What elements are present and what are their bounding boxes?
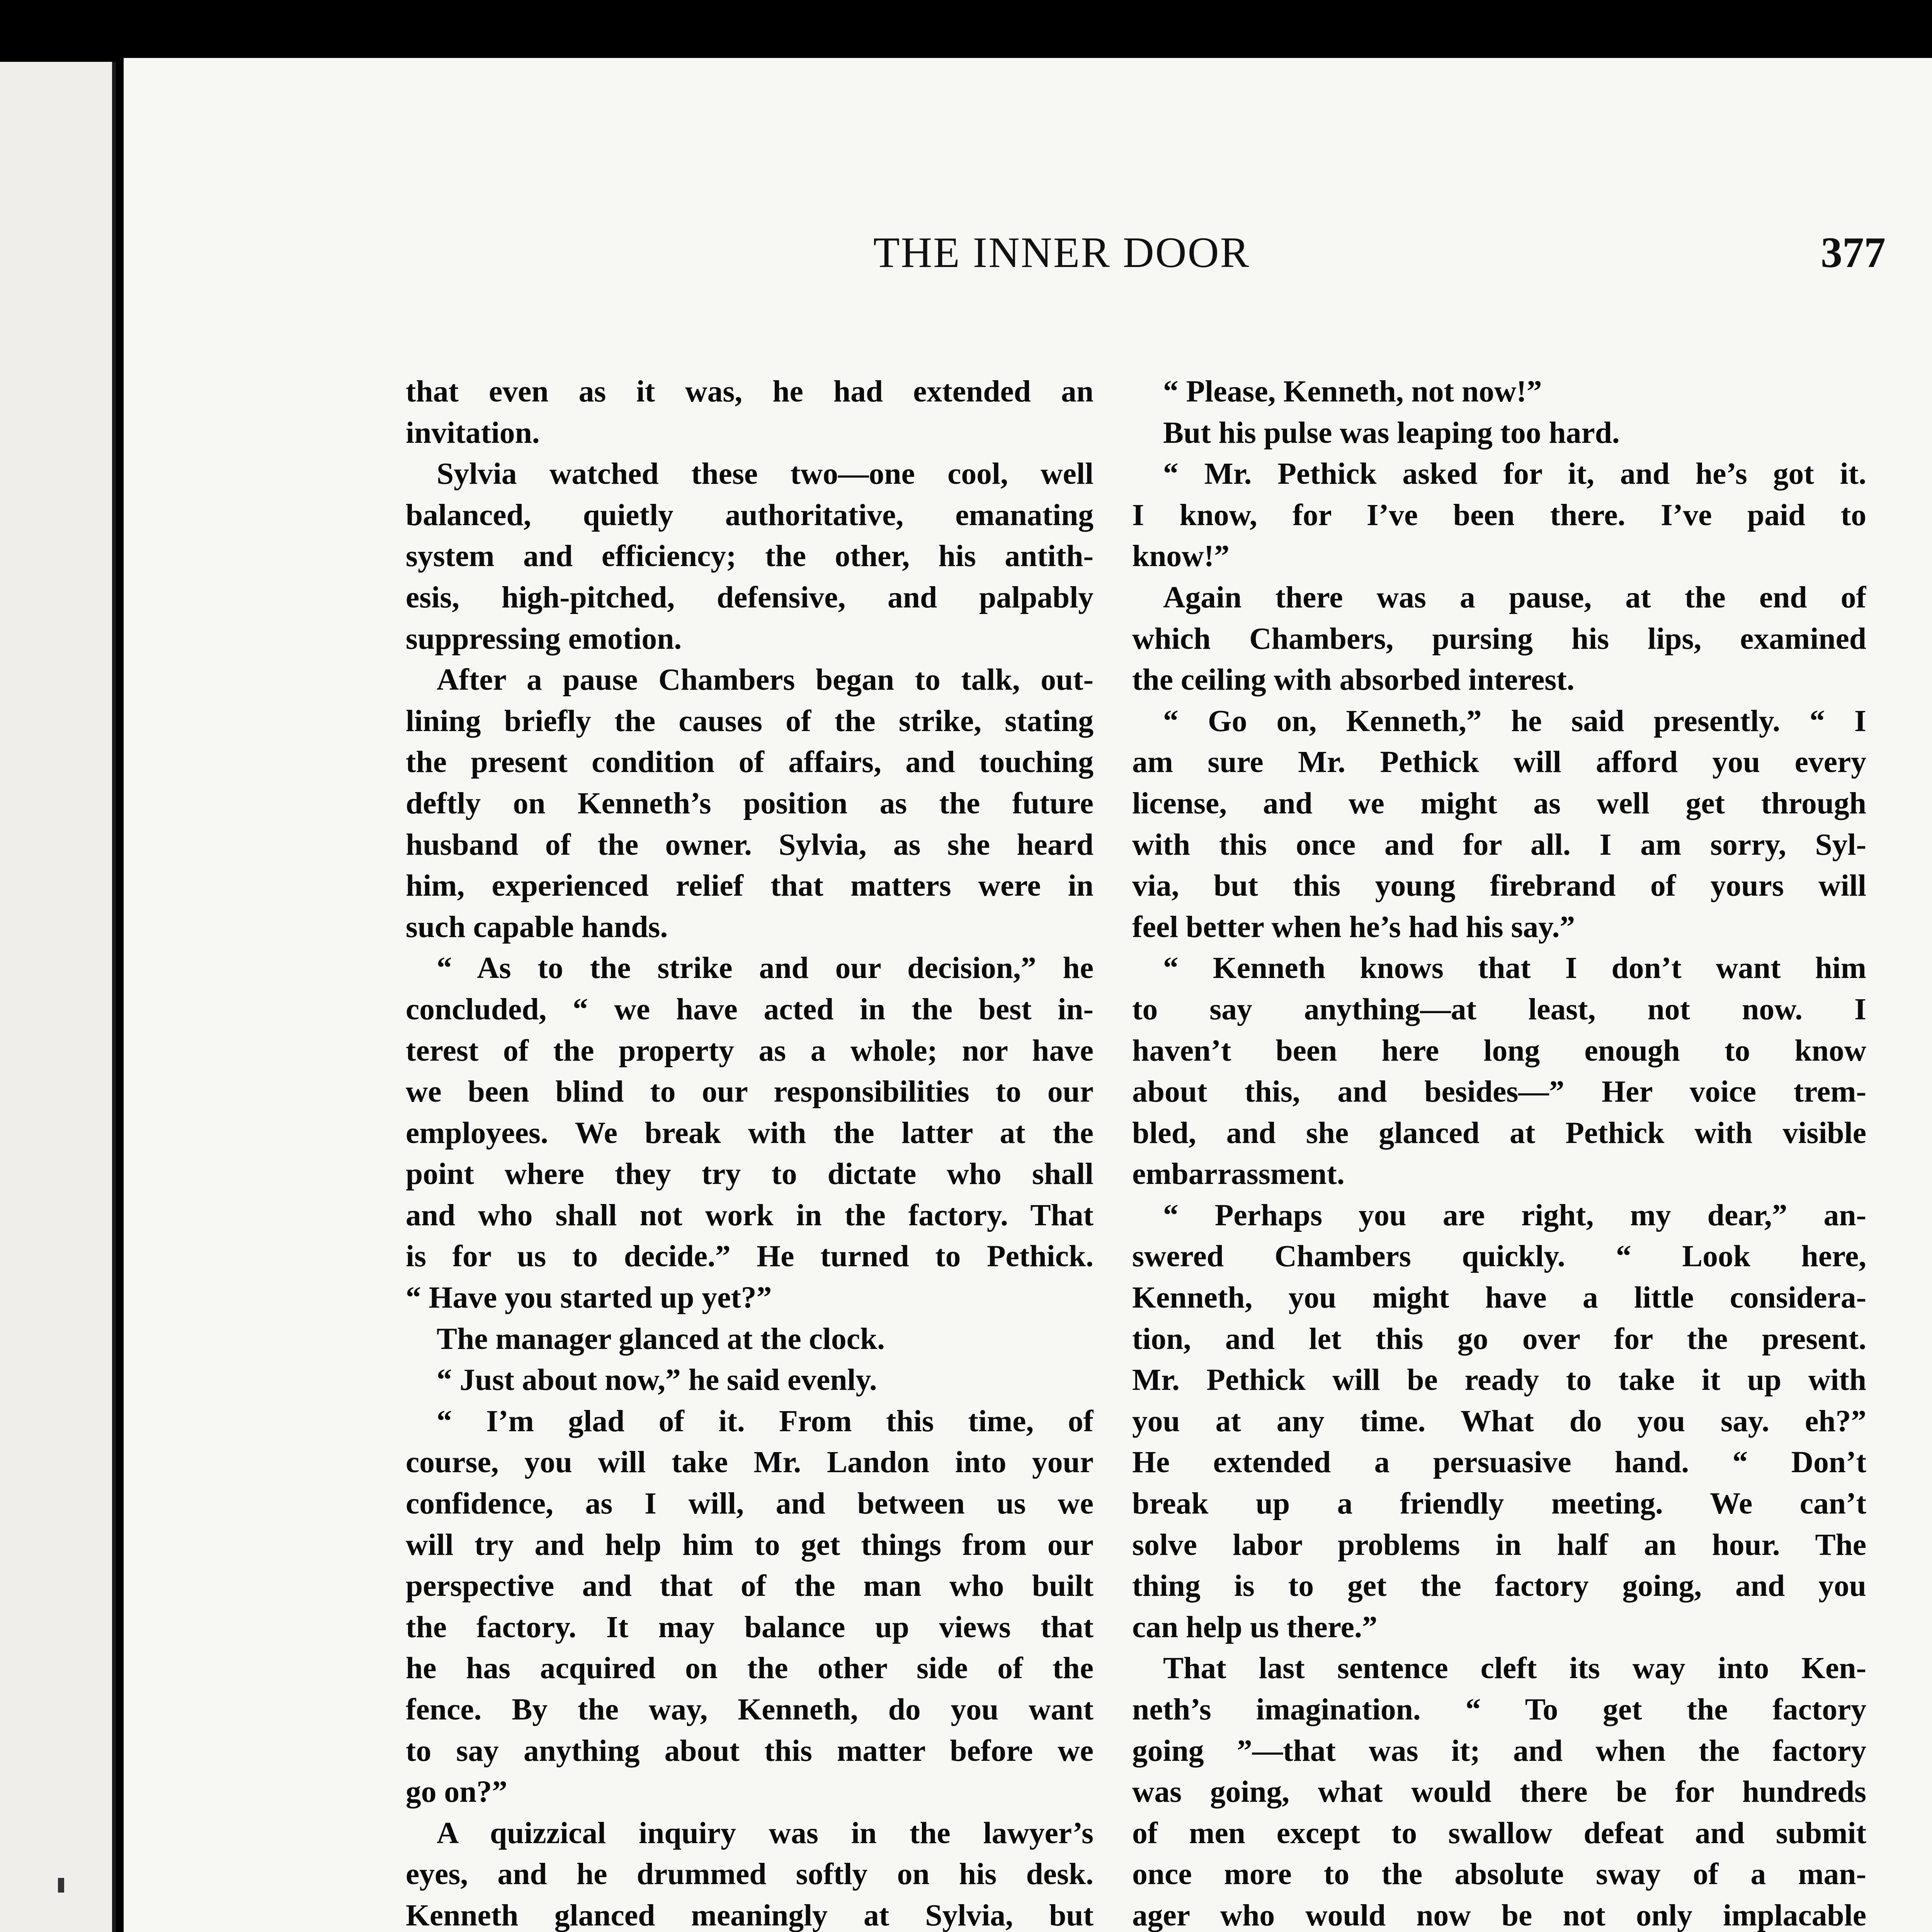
text-line: ager who would now be not only implacable bbox=[1132, 1898, 1866, 1932]
text-line: “ Please, Kenneth, not now!” bbox=[1163, 374, 1542, 408]
text-line: A quizzical inquiry was in the lawyer’s bbox=[437, 1816, 1094, 1850]
text-line: the factory. It may balance up views that bbox=[406, 1610, 1094, 1644]
text-line: embarrassment. bbox=[1132, 1157, 1345, 1191]
text-line: solve labor problems in half an hour. The bbox=[1132, 1527, 1866, 1562]
text-line: we been blind to our responsibilities to our bbox=[406, 1075, 1094, 1109]
text-line: The manager glanced at the clock. bbox=[437, 1321, 885, 1356]
text-line: “ Mr. Pethick asked for it, and he’s got it. bbox=[1163, 457, 1866, 491]
margin-mark bbox=[58, 1878, 64, 1893]
text-line: swered Chambers quickly. “ Look here, bbox=[1132, 1239, 1866, 1274]
text-line: bled, and she glanced at Pethick with visible bbox=[1132, 1116, 1866, 1150]
text-line: is for us to decide.” He turned to Pethick. bbox=[406, 1239, 1094, 1274]
text-line: of men except to swallow defeat and submit bbox=[1132, 1816, 1866, 1850]
text-line: system and efficiency; the other, his antith- bbox=[406, 539, 1094, 573]
text-line: “ Go on, Kenneth,” he said presently. “ I bbox=[1163, 704, 1866, 738]
text-line: am sure Mr. Pethick will afford you every bbox=[1132, 745, 1866, 779]
text-line: “ I’m glad of it. From this time, of bbox=[437, 1404, 1094, 1438]
text-line: Kenneth, you might have a little considera- bbox=[1132, 1281, 1866, 1315]
text-line: He extended a persuasive hand. “ Don’t bbox=[1132, 1445, 1866, 1480]
text-line: that even as it was, he had extended an bbox=[406, 374, 1094, 408]
text-line: lining briefly the causes of the strike, stating bbox=[406, 704, 1094, 738]
text-column-left bbox=[406, 371, 1094, 1932]
running-head-title: THE INNER DOOR bbox=[873, 229, 1250, 277]
text-line: I know, for I’ve been there. I’ve paid to bbox=[1132, 498, 1866, 532]
text-line: confidence, as I will, and between us we bbox=[406, 1486, 1094, 1521]
text-line: can help us there.” bbox=[1132, 1610, 1378, 1644]
text-line: break up a friendly meeting. We can’t bbox=[1132, 1486, 1866, 1521]
text-line: feel better when he’s had his say.” bbox=[1132, 910, 1575, 944]
text-line: will try and help him to get things from our bbox=[406, 1527, 1094, 1562]
text-line: going ”—that was it; and when the factory bbox=[1132, 1733, 1866, 1768]
text-line: you at any time. What do you say. eh?” bbox=[1132, 1404, 1866, 1438]
text-line: him, experienced relief that matters were in bbox=[406, 869, 1094, 903]
text-column-right bbox=[1132, 371, 1866, 1932]
text-line: know!” bbox=[1132, 539, 1230, 573]
text-line: about this, and besides—” Her voice trem- bbox=[1132, 1075, 1866, 1109]
text-line: concluded, “ we have acted in the best in- bbox=[406, 992, 1094, 1026]
text-line: esis, high-pitched, defensive, and palpably bbox=[406, 580, 1094, 614]
text-line: “ Kenneth knows that I don’t want him bbox=[1163, 951, 1866, 985]
text-line: “ Perhaps you are right, my dear,” an- bbox=[1163, 1198, 1866, 1232]
text-line: with this once and for all. I am sorry, Syl- bbox=[1132, 827, 1866, 862]
text-line: license, and we might as well get through bbox=[1132, 786, 1866, 820]
text-line: was going, what would there be for hundreds bbox=[1132, 1775, 1866, 1809]
text-line: But his pulse was leaping too hard. bbox=[1163, 415, 1620, 450]
left-page-edge bbox=[0, 62, 116, 1932]
text-line: employees. We break with the latter at the bbox=[406, 1116, 1094, 1150]
text-line: once more to the absolute sway of a man- bbox=[1132, 1857, 1866, 1891]
text-line: the ceiling with absorbed interest. bbox=[1132, 663, 1575, 697]
text-line: suppressing emotion. bbox=[406, 621, 682, 656]
text-line: balanced, quietly authoritative, emanating bbox=[406, 498, 1094, 532]
text-line: Kenneth glanced meaningly at Sylvia, but bbox=[406, 1898, 1094, 1932]
text-line: eyes, and he drummed softly on his desk. bbox=[406, 1857, 1094, 1891]
text-line: such capable hands. bbox=[406, 910, 668, 944]
text-line: “ As to the strike and our decision,” he bbox=[437, 951, 1094, 985]
text-line: “ Just about now,” he said evenly. bbox=[437, 1363, 877, 1397]
text-line: That last sentence cleft its way into Ken- bbox=[1163, 1651, 1866, 1685]
text-line: which Chambers, pursing his lips, examined bbox=[1132, 621, 1866, 656]
text-line: “ Have you started up yet?” bbox=[406, 1281, 772, 1315]
text-line: via, but this young firebrand of yours will bbox=[1132, 869, 1866, 903]
text-line: to say anything about this matter before we bbox=[406, 1733, 1094, 1768]
text-line: thing is to get the factory going, and you bbox=[1132, 1569, 1866, 1603]
running-head bbox=[873, 228, 1886, 290]
text-line: Mr. Pethick will be ready to take it up with bbox=[1132, 1363, 1866, 1397]
page-number: 377 bbox=[1821, 229, 1886, 277]
text-line: tion, and let this go over for the present. bbox=[1132, 1321, 1866, 1356]
text-line: point where they try to dictate who shall bbox=[406, 1157, 1094, 1191]
text-line: and who shall not work in the factory. That bbox=[406, 1198, 1094, 1232]
text-line: After a pause Chambers began to talk, out- bbox=[437, 663, 1094, 697]
text-line: Again there was a pause, at the end of bbox=[1163, 580, 1866, 614]
text-line: invitation. bbox=[406, 415, 540, 450]
text-line: fence. By the way, Kenneth, do you want bbox=[406, 1692, 1094, 1726]
text-line: Sylvia watched these two—one cool, well bbox=[437, 457, 1094, 491]
text-line: perspective and that of the man who built bbox=[406, 1569, 1094, 1603]
text-line: neth’s imagination. “ To get the factory bbox=[1132, 1692, 1866, 1726]
text-line: deftly on Kenneth’s position as the future bbox=[406, 786, 1094, 820]
text-line: terest of the property as a whole; nor have bbox=[406, 1033, 1094, 1068]
text-line: haven’t been here long enough to know bbox=[1132, 1033, 1866, 1068]
text-line: to say anything—at least, not now. I bbox=[1132, 992, 1866, 1026]
text-line: he has acquired on the other side of the bbox=[406, 1651, 1094, 1685]
text-line: husband of the owner. Sylvia, as she heard bbox=[406, 827, 1094, 862]
text-line: the present condition of affairs, and touching bbox=[406, 745, 1094, 779]
text-line: go on?” bbox=[406, 1775, 507, 1809]
text-line: course, you will take Mr. Landon into your bbox=[406, 1445, 1094, 1480]
